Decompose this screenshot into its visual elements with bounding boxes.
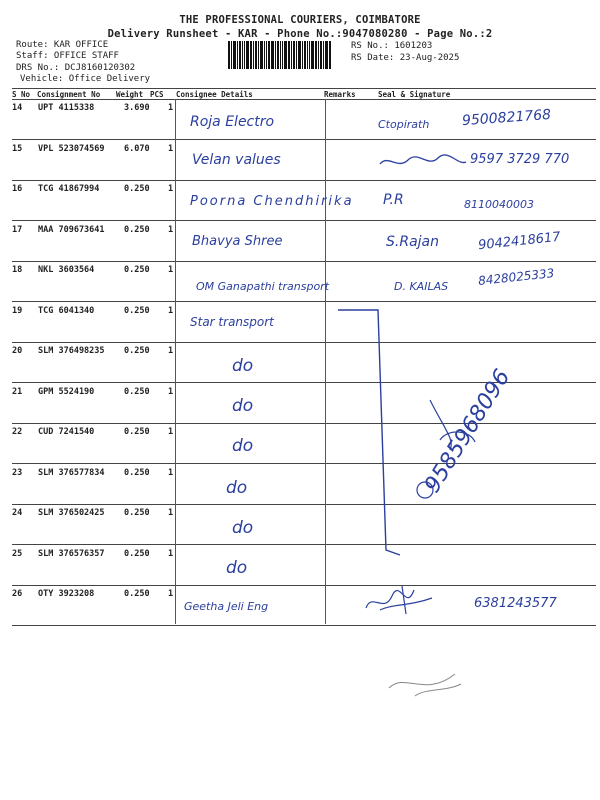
stray-mark (385, 668, 465, 704)
col-consignment: Consignment No (37, 90, 101, 99)
cell-sno: 21 (12, 386, 23, 397)
cell-weight: 0.250 (124, 265, 150, 275)
sign-14: Ctopirath (378, 118, 430, 131)
cell-pcs: 1 (168, 103, 174, 113)
cell-weight: 0.250 (124, 386, 150, 397)
col-pcs: PCS (150, 90, 164, 99)
cell-weight: 0.250 (124, 184, 150, 194)
cell-pcs: 1 (168, 508, 174, 518)
runsheet-subtitle: Delivery Runsheet - KAR - Phone No.:9047080280 - Page No.:2 (107, 28, 493, 40)
cell-weight: 0.250 (124, 548, 150, 559)
sign-16: P.R (383, 192, 404, 208)
consignee-14: Roja Electro (190, 114, 275, 130)
cell-sno: 25 (12, 548, 23, 559)
cell-consignment: VPL 523074569 (38, 143, 105, 154)
cell-consignment: SLM 376502425 (38, 508, 105, 518)
cell-consignment: MAA 709673641 (38, 224, 105, 235)
cell-sno: 18 (12, 265, 23, 275)
consignee-19: Star transport (190, 315, 274, 329)
cell-sno: 20 (12, 346, 23, 356)
cell-consignment: TCG 41867994 (38, 184, 100, 194)
consignee-26: Geetha Jeli Eng (184, 600, 269, 613)
cell-consignment: OTY 3923208 (38, 589, 95, 599)
cell-pcs: 1 (168, 305, 174, 316)
consignee-17: Bhavya Shree (192, 234, 283, 249)
cell-sno: 26 (12, 589, 23, 599)
company-title: THE PROFESSIONAL COURIERS, COIMBATORE (179, 14, 421, 26)
phone-15: 9597 3729 770 (470, 152, 570, 167)
rs-number: RS No.: 1601203 (351, 41, 433, 51)
col-seal: Seal & Signature (378, 90, 451, 99)
cell-weight: 0.250 (124, 589, 150, 599)
cell-weight: 0.250 (124, 346, 150, 356)
cell-pcs: 1 (168, 386, 174, 397)
phone-14: 9500821768 (461, 106, 552, 130)
cell-pcs: 1 (168, 589, 174, 599)
cell-sno: 19 (12, 305, 23, 316)
cell-sno: 24 (12, 508, 23, 518)
cell-pcs: 1 (168, 265, 174, 275)
cell-weight: 0.250 (124, 467, 150, 478)
cell-weight: 6.070 (124, 143, 150, 154)
vehicle-label: Vehicle: Office Delivery (20, 74, 151, 84)
cell-pcs: 1 (168, 224, 174, 235)
consignee-15: Velan values (192, 152, 281, 168)
consignee-25: do (226, 558, 248, 578)
cell-sno: 15 (12, 143, 23, 154)
staff-label: Staff: OFFICE STAFF (16, 51, 119, 61)
cell-sno: 17 (12, 224, 23, 235)
route-label: Route: KAR OFFICE (16, 40, 109, 50)
consignee-22: do (232, 436, 254, 456)
cell-consignment: CUD 7241540 (38, 427, 95, 437)
cell-weight: 3.690 (124, 103, 150, 113)
cell-consignment: SLM 376576357 (38, 548, 105, 559)
consignee-21: do (232, 396, 254, 416)
cell-consignment: NKL 3603564 (38, 265, 95, 275)
cell-weight: 0.250 (124, 305, 150, 316)
consignee-16: Poorna Chendhirika (190, 194, 354, 209)
col-weight: Weight (116, 90, 144, 99)
rs-date: RS Date: 23-Aug-2025 (351, 53, 460, 63)
cell-weight: 0.250 (124, 508, 150, 518)
phone-26: 6381243577 (474, 596, 557, 611)
cell-pcs: 1 (168, 184, 174, 194)
cell-consignment: SLM 376577834 (38, 467, 105, 478)
cell-consignment: GPM 5524190 (38, 386, 95, 397)
sign-17: S.Rajan (386, 234, 439, 250)
cell-sno: 22 (12, 427, 23, 437)
consignee-24: do (232, 518, 254, 538)
cell-sno: 14 (12, 103, 23, 113)
consignee-23: do (226, 478, 248, 498)
cell-weight: 0.250 (124, 224, 150, 235)
drs-label: DRS No.: DCJ8160120302 (16, 63, 136, 73)
col-sno: S No (12, 90, 31, 99)
cell-weight: 0.250 (124, 427, 150, 437)
cell-sno: 23 (12, 467, 23, 478)
phone-star-transport: 9585968096 (420, 365, 516, 498)
col-consignee: Consignee Details (176, 90, 253, 99)
cell-pcs: 1 (168, 143, 174, 154)
barcode (228, 41, 346, 69)
cell-consignment: TCG 6041340 (38, 305, 95, 316)
cell-consignment: SLM 376498235 (38, 346, 105, 356)
cell-sno: 16 (12, 184, 23, 194)
phone-17: 9042418617 (477, 229, 562, 254)
signature-15 (378, 152, 468, 172)
cell-pcs: 1 (168, 548, 174, 559)
phone-16: 8110040003 (464, 198, 534, 211)
cell-consignment: UPT 4115338 (38, 103, 95, 113)
cell-pcs: 1 (168, 427, 174, 437)
cell-pcs: 1 (168, 346, 174, 356)
cell-pcs: 1 (168, 467, 174, 478)
col-remarks: Remarks (324, 90, 356, 99)
phone-18: 8428025333 (477, 266, 555, 288)
consignee-20: do (232, 356, 254, 376)
consignee-18: OM Ganapathi transport (196, 280, 330, 293)
sign-18: D. KAILAS (394, 280, 449, 293)
